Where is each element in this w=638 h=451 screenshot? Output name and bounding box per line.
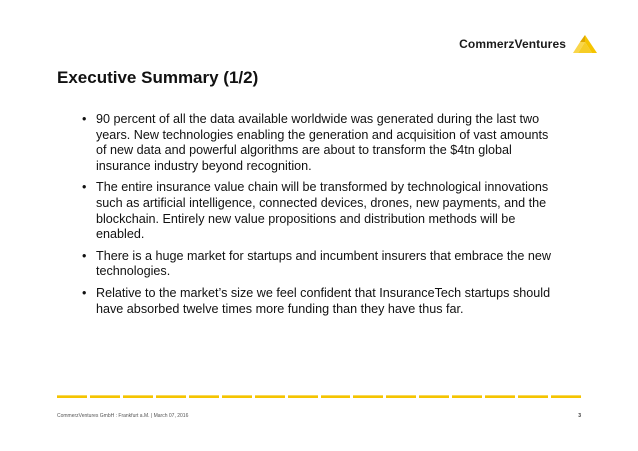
footer-rule-segment <box>485 395 515 398</box>
footer-rule-segment <box>123 395 153 398</box>
footer-rule-segment <box>255 395 285 398</box>
footer-rule-segment <box>353 395 383 398</box>
footer-rule-segment <box>189 395 219 398</box>
commerzbank-ribbon-icon <box>572 34 598 54</box>
page-title: Executive Summary (1/2) <box>57 68 259 87</box>
list-item <box>82 249 562 280</box>
footer-rule-segment <box>90 395 120 398</box>
bullet-list <box>82 112 562 323</box>
footer-rule-segment <box>518 395 548 398</box>
bullet-marker: • <box>82 285 87 300</box>
bullet-marker: • <box>82 248 87 263</box>
list-item <box>82 286 562 317</box>
footer-rule-segment <box>57 395 87 398</box>
list-item <box>82 180 562 242</box>
footer-rule-segment <box>321 395 351 398</box>
bullet-marker: • <box>82 180 87 195</box>
brand-header <box>459 34 598 54</box>
list-item <box>82 112 562 174</box>
bullet-marker: • <box>82 112 87 126</box>
footer-rule-segment <box>222 395 252 398</box>
bullet-text: The entire insurance value chain will be transformed by technological innovations such as artificial intelligence, connected devices, drones, new payments, and the blockchain. Entirely new value propositions and distribution methods will be enabled. <box>96 180 549 242</box>
footer <box>57 413 581 419</box>
footer-rule-segment <box>452 395 482 398</box>
footer-rule-segment <box>386 395 416 398</box>
footer-rule-segment <box>156 395 186 398</box>
bullet-text: 90 percent of all the data available worldwide was generated during the last two years. New technologies enabling the generation and acquisition of vast amounts of new data and powerful algorithms are about to transform the $4tn global insurance industry beyond recognition. <box>96 112 549 173</box>
footer-rule-segment <box>551 395 581 398</box>
footer-rule <box>57 395 581 409</box>
footer-rule-segment <box>288 395 318 398</box>
footer-text: CommerzVentures GmbH : Frankfurt a.M. | March 07, 2016 <box>57 413 189 419</box>
footer-rule-segment <box>419 395 449 398</box>
page-number: 3 <box>578 413 581 419</box>
brand-name: CommerzVentures <box>459 37 566 51</box>
bullet-text: Relative to the market’s size we feel confident that InsuranceTech startups should have absorbed twelve times more funding than they have thus far. <box>96 285 551 316</box>
bullet-text: There is a huge market for startups and incumbent insurers that embrace the new technologies. <box>96 248 552 279</box>
